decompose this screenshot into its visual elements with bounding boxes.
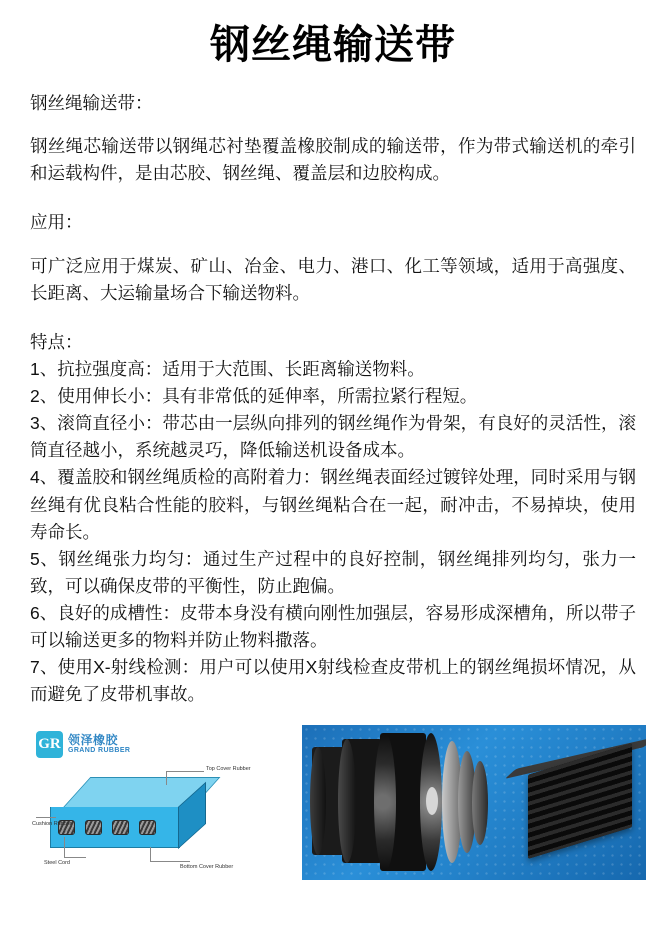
feature-item: 2、使用伸长小：具有非常低的延伸率，所需拉紧行程短。 <box>30 386 478 406</box>
page-title: 钢丝绳输送带 <box>210 23 456 67</box>
leader-line <box>150 861 190 862</box>
document-page <box>0 22 666 952</box>
steel-cord-icon <box>139 820 156 835</box>
label-cushion-rubber: Cushion Rubber <box>32 820 72 827</box>
image-row <box>0 725 666 880</box>
product-photo <box>302 725 646 880</box>
logo-name-en: GRAND RUBBER <box>68 746 131 754</box>
feature-item: 1、抗拉强度高：适用于大范围、长距离输送物料。 <box>30 358 425 379</box>
leader-line <box>36 817 56 818</box>
section-heading-product: 钢丝绳输送带： <box>30 93 153 113</box>
logo-mark-icon: GR <box>36 731 63 758</box>
leader-line <box>150 847 151 861</box>
section-body-product: 钢丝绳芯输送带以钢绳芯衬垫覆盖橡胶制成的输送带，作为带式输送机的牵引和运载构件，是由芯胶、钢丝绳、覆盖层和边胶构成。 <box>30 136 636 184</box>
belt-roll-edge <box>338 739 356 863</box>
section-heading-features: 特点： <box>30 331 83 352</box>
belt-roll-edge <box>374 733 396 871</box>
feature-item: 6、良好的成槽性：皮带本身没有横向刚性加强层，容易形成深槽角，所以带子可以输送更多的物料并防止物料撒落。 <box>30 603 636 651</box>
label-bottom-cover: Bottom Cover Rubber <box>180 863 234 870</box>
logo-text <box>68 734 130 754</box>
steel-cord-icon <box>85 820 102 835</box>
leader-line <box>64 857 86 858</box>
belt-roll-edge <box>310 747 326 855</box>
feature-item: 7、使用X-射线检测：用户可以使用X射线检查皮带机上的钢丝绳损坏情况，从而避免了皮带机事故。 <box>30 657 636 705</box>
section-body-application: 可广泛应用于煤炭、矿山、冶金、电力、港口、化工等领域，适用于高强度、长距离、大运输量场合下输送物料。 <box>30 255 636 303</box>
logo-name-cn: 领泽橡胶 <box>68 733 119 748</box>
belt-structure-diagram <box>30 725 286 880</box>
brand-logo <box>36 731 130 758</box>
label-top-cover: Top Cover Rubber <box>206 765 251 772</box>
steel-cord-icon <box>112 820 129 835</box>
feature-item: 3、滚筒直径小：带芯由一层纵向排列的钢丝绳作为骨架，有良好的灵活性，滚筒直径越小，系统越灵巧，降低输送机设备成本。 <box>30 413 636 461</box>
document-body <box>0 90 666 709</box>
label-steel-cord: Steel Cord <box>44 859 70 866</box>
leader-line <box>166 771 167 785</box>
leader-line <box>166 771 204 772</box>
section-heading-application: 应用： <box>30 212 83 233</box>
feature-item: 5、钢丝绳张力均匀：通过生产过程中的良好控制，钢丝绳排列均匀，张力一致，可以确保皮带的平衡性，防止跑偏。 <box>30 548 636 596</box>
belt-roll-hole <box>426 787 438 815</box>
belt-roll-edge <box>472 761 488 845</box>
leader-line <box>64 837 65 857</box>
feature-item: 4、覆盖胶和钢丝绳质检的高附着力：钢丝绳表面经过镀锌处理，同时采用与钢丝绳有优良粘合性能的胶料，与钢丝绳粘合在一起，耐冲击，不易掉块，使用寿命长。 <box>30 467 636 542</box>
